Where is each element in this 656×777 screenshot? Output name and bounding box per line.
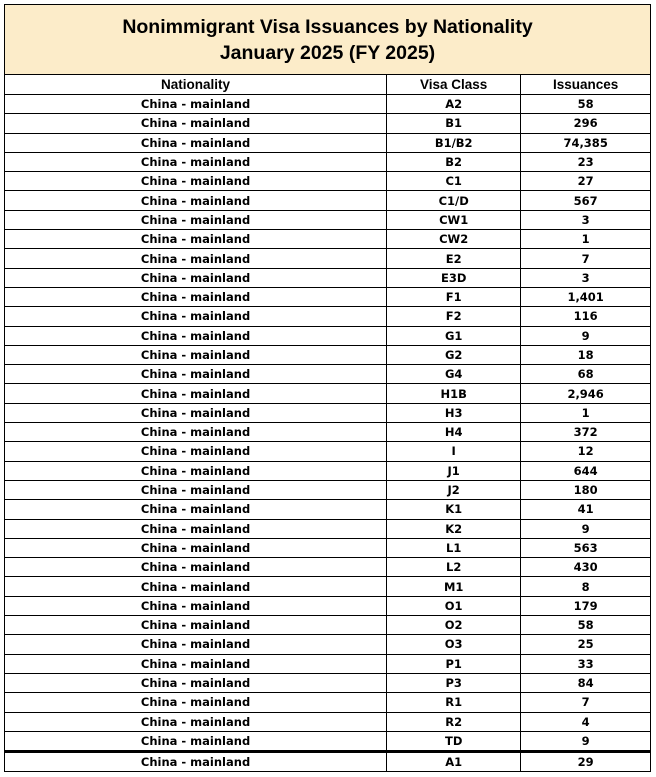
header-visa-class: Visa Class: [387, 75, 521, 95]
nationality-cell: China - mainland: [5, 654, 387, 673]
nationality-cell: China - mainland: [5, 423, 387, 442]
nationality-cell: China - mainland: [5, 480, 387, 499]
issuances-cell: 3: [521, 268, 650, 287]
title-block: [5, 5, 650, 75]
table-row: [5, 365, 650, 384]
table-row: [5, 461, 650, 480]
nationality-cell: China - mainland: [5, 403, 387, 422]
visa-class-cell: K1: [387, 500, 521, 519]
nationality-cell: China - mainland: [5, 95, 387, 114]
table-row: [5, 114, 650, 133]
nationality-cell: China - mainland: [5, 191, 387, 210]
issuances-cell: 180: [521, 480, 650, 499]
nationality-cell: China - mainland: [5, 673, 387, 692]
nationality-cell: China - mainland: [5, 500, 387, 519]
table-row: [5, 268, 650, 287]
visa-class-cell: H3: [387, 403, 521, 422]
visa-class-cell: B2: [387, 152, 521, 171]
nationality-cell: China - mainland: [5, 249, 387, 268]
issuances-cell: 29: [521, 752, 650, 772]
table-row: [5, 712, 650, 731]
table-row: [5, 500, 650, 519]
issuances-cell: 33: [521, 654, 650, 673]
visa-class-cell: B1/B2: [387, 133, 521, 152]
visa-class-cell: G4: [387, 365, 521, 384]
table-row: [5, 423, 650, 442]
issuances-cell: 1: [521, 403, 650, 422]
table-row: [5, 172, 650, 191]
table-row: [5, 95, 650, 114]
issuances-cell: 84: [521, 673, 650, 692]
issuances-cell: 644: [521, 461, 650, 480]
table-row: [5, 403, 650, 422]
visa-class-cell: C1: [387, 172, 521, 191]
visa-class-cell: L2: [387, 558, 521, 577]
issuances-cell: 3: [521, 210, 650, 229]
nationality-cell: China - mainland: [5, 596, 387, 615]
table-row: [5, 635, 650, 654]
header-row: [5, 75, 650, 95]
visa-class-cell: G2: [387, 345, 521, 364]
nationality-cell: China - mainland: [5, 268, 387, 287]
table-row: [5, 596, 650, 615]
nationality-cell: China - mainland: [5, 577, 387, 596]
table-row: [5, 752, 650, 772]
table-row: [5, 693, 650, 712]
visa-class-cell: G1: [387, 326, 521, 345]
issuances-cell: 7: [521, 249, 650, 268]
issuances-cell: 9: [521, 326, 650, 345]
issuances-cell: 68: [521, 365, 650, 384]
nationality-cell: China - mainland: [5, 712, 387, 731]
table-row: [5, 210, 650, 229]
issuances-cell: 372: [521, 423, 650, 442]
nationality-cell: China - mainland: [5, 114, 387, 133]
table-row: [5, 538, 650, 557]
visa-class-cell: O3: [387, 635, 521, 654]
nationality-cell: China - mainland: [5, 133, 387, 152]
visa-class-cell: O1: [387, 596, 521, 615]
report-period: January 2025 (FY 2025): [219, 41, 436, 64]
issuances-cell: 1,401: [521, 287, 650, 306]
visa-class-cell: F1: [387, 287, 521, 306]
table-row: [5, 307, 650, 326]
header-issuances: Issuances: [521, 75, 650, 95]
visa-class-cell: P1: [387, 654, 521, 673]
visa-class-cell: M1: [387, 577, 521, 596]
table-row: [5, 731, 650, 751]
nationality-cell: China - mainland: [5, 616, 387, 635]
visa-class-cell: R2: [387, 712, 521, 731]
issuances-cell: 430: [521, 558, 650, 577]
issuances-cell: 179: [521, 596, 650, 615]
visa-class-cell: TD: [387, 731, 521, 751]
visa-class-cell: I: [387, 442, 521, 461]
issuances-cell: 7: [521, 693, 650, 712]
visa-class-cell: L1: [387, 538, 521, 557]
issuances-cell: 25: [521, 635, 650, 654]
nationality-cell: China - mainland: [5, 752, 387, 772]
table-row: [5, 287, 650, 306]
visa-class-cell: B1: [387, 114, 521, 133]
visa-class-cell: O2: [387, 616, 521, 635]
visa-class-cell: F2: [387, 307, 521, 326]
header-nationality: Nationality: [5, 75, 387, 95]
nationality-cell: China - mainland: [5, 635, 387, 654]
issuances-cell: 74,385: [521, 133, 650, 152]
table-row: [5, 519, 650, 538]
table-row: [5, 133, 650, 152]
nationality-cell: China - mainland: [5, 307, 387, 326]
issuances-cell: 9: [521, 519, 650, 538]
issuances-cell: 1: [521, 230, 650, 249]
visa-class-cell: C1/D: [387, 191, 521, 210]
issuances-cell: 41: [521, 500, 650, 519]
visa-class-cell: J2: [387, 480, 521, 499]
table-body: [5, 95, 650, 772]
nationality-cell: China - mainland: [5, 230, 387, 249]
visa-issuance-sheet: [4, 4, 651, 772]
issuances-cell: 4: [521, 712, 650, 731]
table-row: [5, 673, 650, 692]
table-row: [5, 249, 650, 268]
table-row: [5, 442, 650, 461]
visa-class-cell: E2: [387, 249, 521, 268]
report-title: Nonimmigrant Visa Issuances by Nationality: [122, 15, 533, 38]
nationality-cell: China - mainland: [5, 210, 387, 229]
visa-class-cell: E3D: [387, 268, 521, 287]
issuances-cell: 58: [521, 616, 650, 635]
nationality-cell: China - mainland: [5, 442, 387, 461]
table-row: [5, 654, 650, 673]
table-row: [5, 577, 650, 596]
visa-class-cell: A2: [387, 95, 521, 114]
table-row: [5, 558, 650, 577]
visa-class-cell: H4: [387, 423, 521, 442]
issuances-cell: 8: [521, 577, 650, 596]
table-row: [5, 384, 650, 403]
visa-class-cell: CW1: [387, 210, 521, 229]
nationality-cell: China - mainland: [5, 172, 387, 191]
nationality-cell: China - mainland: [5, 461, 387, 480]
table-row: [5, 616, 650, 635]
nationality-cell: China - mainland: [5, 558, 387, 577]
nationality-cell: China - mainland: [5, 365, 387, 384]
issuances-cell: 563: [521, 538, 650, 557]
nationality-cell: China - mainland: [5, 384, 387, 403]
nationality-cell: China - mainland: [5, 345, 387, 364]
issuance-table: [5, 75, 650, 772]
visa-class-cell: A1: [387, 752, 521, 772]
nationality-cell: China - mainland: [5, 152, 387, 171]
issuances-cell: 567: [521, 191, 650, 210]
visa-class-cell: K2: [387, 519, 521, 538]
visa-class-cell: J1: [387, 461, 521, 480]
issuances-cell: 296: [521, 114, 650, 133]
nationality-cell: China - mainland: [5, 731, 387, 751]
issuances-cell: 116: [521, 307, 650, 326]
table-row: [5, 191, 650, 210]
visa-class-cell: P3: [387, 673, 521, 692]
visa-class-cell: H1B: [387, 384, 521, 403]
nationality-cell: China - mainland: [5, 287, 387, 306]
issuances-cell: 23: [521, 152, 650, 171]
nationality-cell: China - mainland: [5, 326, 387, 345]
table-row: [5, 152, 650, 171]
issuances-cell: 27: [521, 172, 650, 191]
visa-class-cell: CW2: [387, 230, 521, 249]
issuances-cell: 2,946: [521, 384, 650, 403]
table-row: [5, 480, 650, 499]
table-row: [5, 230, 650, 249]
issuances-cell: 18: [521, 345, 650, 364]
nationality-cell: China - mainland: [5, 538, 387, 557]
issuances-cell: 9: [521, 731, 650, 751]
visa-class-cell: R1: [387, 693, 521, 712]
table-row: [5, 345, 650, 364]
issuances-cell: 12: [521, 442, 650, 461]
nationality-cell: China - mainland: [5, 693, 387, 712]
nationality-cell: China - mainland: [5, 519, 387, 538]
table-row: [5, 326, 650, 345]
issuances-cell: 58: [521, 95, 650, 114]
